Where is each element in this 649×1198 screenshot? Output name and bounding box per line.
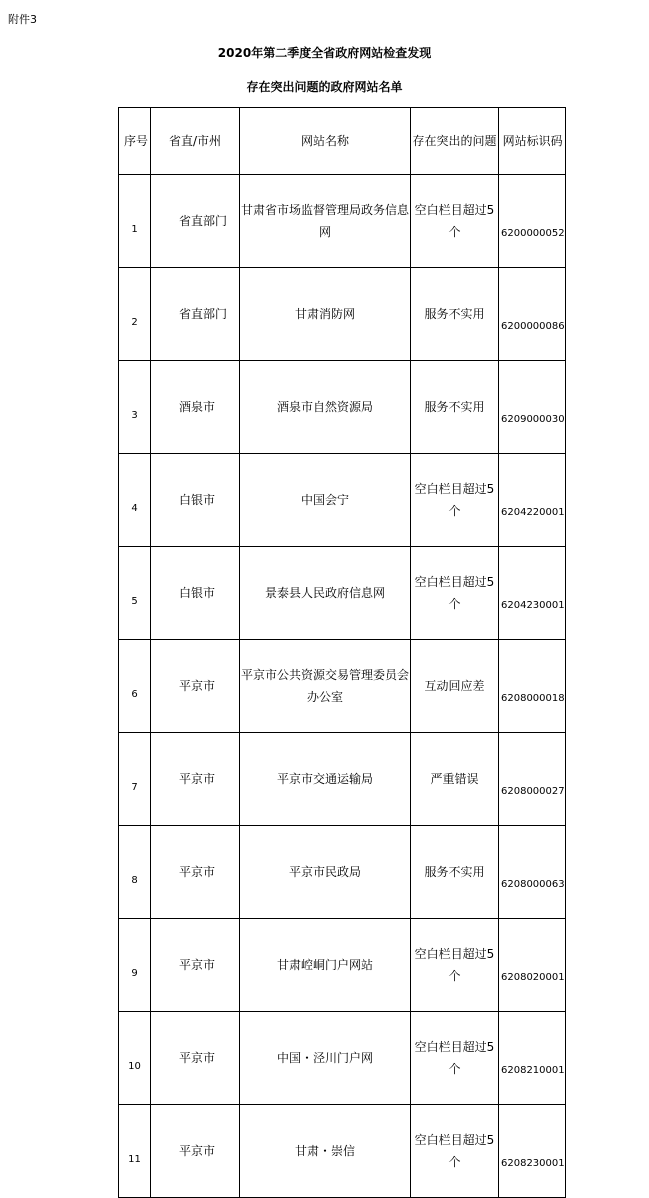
cell-city: 白银市 [151, 547, 240, 640]
cell-no: 5 [119, 547, 151, 640]
cell-name: 甘肃・崇信 [240, 1105, 411, 1198]
table-row [119, 361, 566, 454]
table-row [119, 547, 566, 640]
header-name: 网站名称 [240, 108, 411, 175]
cell-id: 6200000052 [499, 175, 566, 268]
cell-id: 6208230001 [499, 1105, 566, 1198]
cell-no: 1 [119, 175, 151, 268]
cell-name: 平京市公共资源交易管理委员会办公室 [240, 640, 411, 733]
header-issue: 存在突出的问题 [411, 108, 499, 175]
cell-no: 10 [119, 1012, 151, 1105]
cell-no: 3 [119, 361, 151, 454]
cell-name: 景泰县人民政府信息网 [240, 547, 411, 640]
table-row [119, 826, 566, 919]
table-row [119, 919, 566, 1012]
cell-id: 6208000018 [499, 640, 566, 733]
header-id: 网站标识码 [499, 108, 566, 175]
cell-id: 6204230001 [499, 547, 566, 640]
cell-name: 甘肃省市场监督管理局政务信息网 [240, 175, 411, 268]
cell-city: 省直部门 [151, 268, 240, 361]
cell-issue: 服务不实用 [411, 361, 499, 454]
cell-id: 6209000030 [499, 361, 566, 454]
cell-name: 甘肃消防网 [240, 268, 411, 361]
cell-issue: 空白栏目超过5个 [411, 1105, 499, 1198]
table-row [119, 268, 566, 361]
table-row [119, 733, 566, 826]
cell-issue: 服务不实用 [411, 268, 499, 361]
cell-city: 平京市 [151, 640, 240, 733]
cell-issue: 严重错误 [411, 733, 499, 826]
table-row [119, 1012, 566, 1105]
cell-no: 8 [119, 826, 151, 919]
cell-issue: 服务不实用 [411, 826, 499, 919]
cell-no: 6 [119, 640, 151, 733]
cell-city: 平京市 [151, 1012, 240, 1105]
cell-no: 11 [119, 1105, 151, 1198]
table-row [119, 640, 566, 733]
cell-no: 2 [119, 268, 151, 361]
cell-city: 白银市 [151, 454, 240, 547]
cell-issue: 空白栏目超过5个 [411, 1012, 499, 1105]
cell-id: 6200000086 [499, 268, 566, 361]
cell-city: 平京市 [151, 826, 240, 919]
cell-name: 酒泉市自然资源局 [240, 361, 411, 454]
page-subtitle: 存在突出问题的政府网站名单 [246, 80, 403, 94]
header-no: 序号 [119, 108, 151, 175]
attachment-label: 附件3 [8, 13, 37, 26]
cell-city: 平京市 [151, 1105, 240, 1198]
table-row [119, 175, 566, 268]
table-row [119, 454, 566, 547]
cell-issue: 空白栏目超过5个 [411, 454, 499, 547]
cell-issue: 互动回应差 [411, 640, 499, 733]
cell-id: 6208000063 [499, 826, 566, 919]
cell-id: 6208000027 [499, 733, 566, 826]
cell-name: 中国会宁 [240, 454, 411, 547]
cell-city: 省直部门 [151, 175, 240, 268]
cell-no: 9 [119, 919, 151, 1012]
website-list-table [118, 107, 566, 1198]
cell-city: 酒泉市 [151, 361, 240, 454]
cell-city: 平京市 [151, 733, 240, 826]
cell-issue: 空白栏目超过5个 [411, 175, 499, 268]
cell-name: 平京市交通运输局 [240, 733, 411, 826]
table-header-row [119, 108, 566, 175]
table-row [119, 1105, 566, 1198]
page-title: 2020年第二季度全省政府网站检查发现 [217, 46, 432, 60]
cell-no: 7 [119, 733, 151, 826]
cell-issue: 空白栏目超过5个 [411, 547, 499, 640]
cell-issue: 空白栏目超过5个 [411, 919, 499, 1012]
cell-id: 6208210001 [499, 1012, 566, 1105]
cell-id: 6204220001 [499, 454, 566, 547]
cell-id: 6208020001 [499, 919, 566, 1012]
cell-name: 平京市民政局 [240, 826, 411, 919]
cell-no: 4 [119, 454, 151, 547]
cell-name: 中国・泾川门户网 [240, 1012, 411, 1105]
cell-name: 甘肃崆峒门户网站 [240, 919, 411, 1012]
cell-city: 平京市 [151, 919, 240, 1012]
header-city: 省直/市州 [151, 108, 240, 175]
